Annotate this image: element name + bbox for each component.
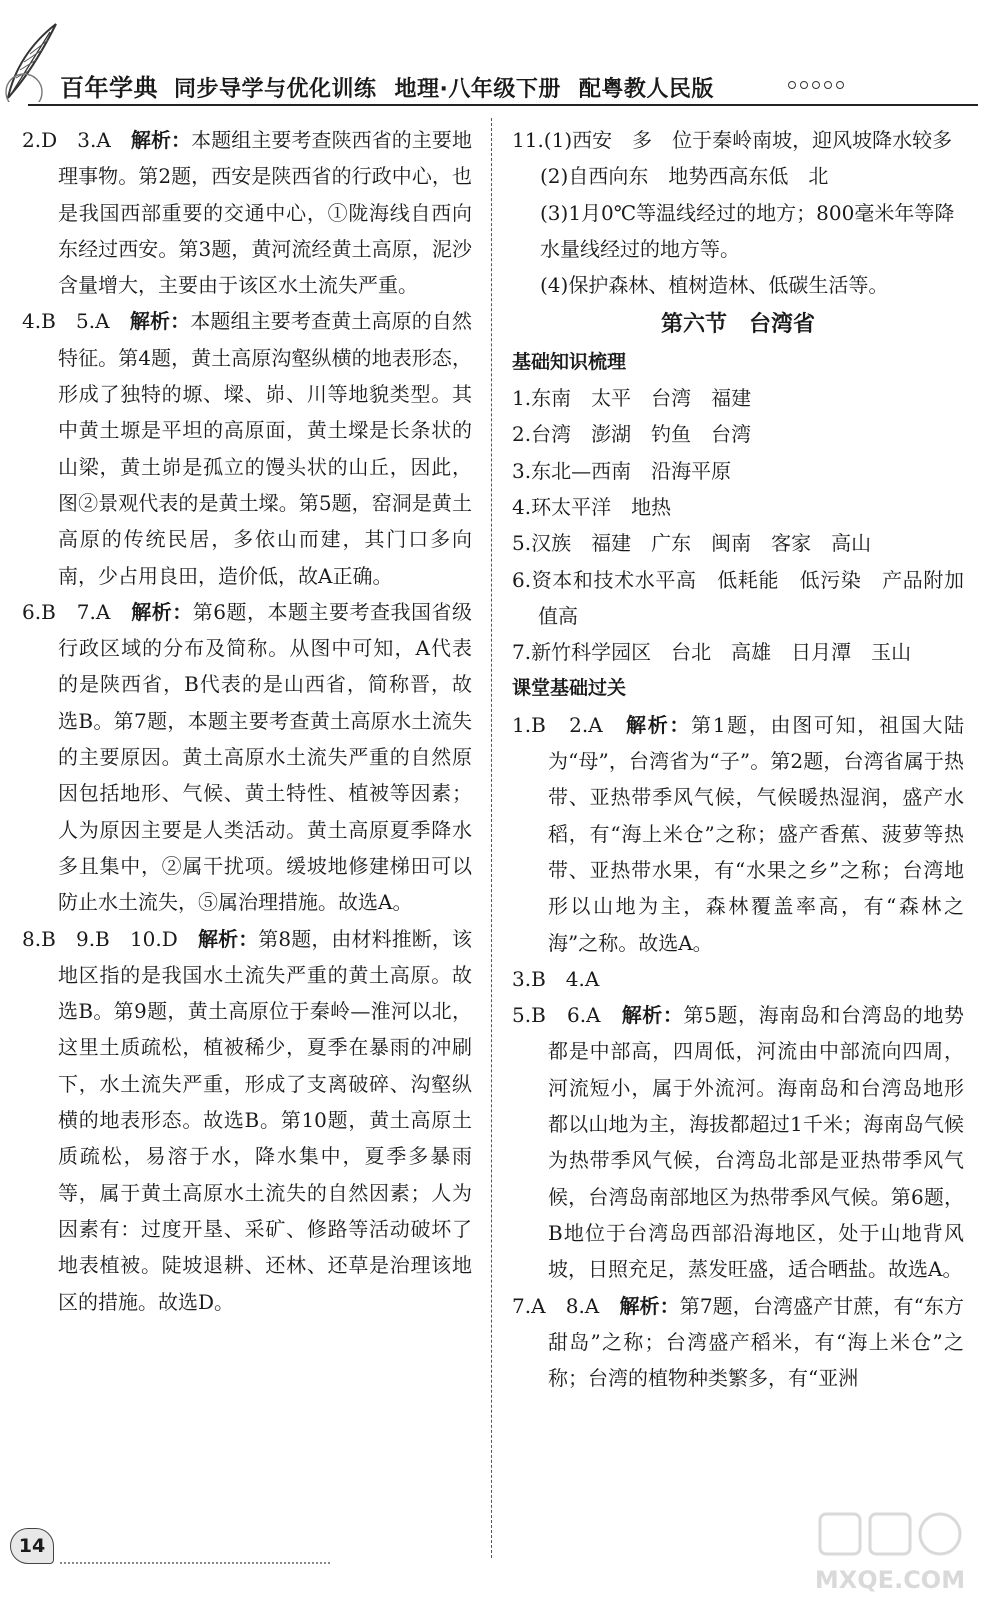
basics-line: 1.东南 太平 台湾 福建 <box>512 386 752 411</box>
column-divider <box>491 118 492 1558</box>
footer-divider <box>60 1562 330 1564</box>
answer-item: 3.B 4.A <box>512 966 600 991</box>
basics-line: 5.汉族 福建 广东 闽南 客家 高山 <box>512 531 872 556</box>
header-title <box>60 68 714 103</box>
answer-item: 4.B 5.A 解析：本题组主要考查黄土高原的自然特征。第4题，黄土高原沟壑纵横的地表形态，形成了独特的塬、墚、峁、川等地貌类型。其中黄土塬是平坦的高原面，黄土墚是长条状的山梁，黄土峁是孤立的馒头状的山丘，因此，图②景观代表的是黄土墚。第5题，窑洞是黄土高原的传统民居，多依山而建，其门口多向南，少占用良田，造价低，故A正确。 <box>22 309 472 588</box>
answer-item: 1.B 2.A 解析：第1题，由图可知，祖国大陆为“母”，台湾省为“子”。第2题，台湾省属于热带、亚热带季风气候，气候暖热湿润，盛产水稻，有“海上米仓”之称；盛产香蕉、菠萝等热带、亚热带水果，有“水果之乡”之称；台湾地形以山地为主，森林覆盖率高，有“森林之海”之称。故选A。 <box>512 712 964 955</box>
answer-item: 8.B 9.B 10.D 解析：第8题，由材料推断，该地区指的是我国水土流失严重的黄土高原。故选B。第9题，黄土高原位于秦岭—淮河以北，这里土质疏松，植被稀少，夏季在暴雨的冲刷下，水土流失严重，形成了支离破碎、沟壑纵横的地表形态。故选B。第10题，黄土高原土质疏松，易溶于水，降水集中，夏季多暴雨等，属于黄土高原水土流失的自然因素；人为因素有：过度开垦、采矿、修路等活动破坏了地表植被。陡坡退耕、还林、还草是治理该地区的措施。故选D。 <box>22 926 473 1314</box>
edition-name: 配粤教人民版 <box>578 77 714 102</box>
answer-item-11-3: (3)1月0℃等温线经过的地方；800毫米年等降水量线经过的地方等。 <box>540 200 955 261</box>
answer-item: 2.D 3.A 解析：本题组主要考查陕西省的主要地理事物。第2题，西安是陕西省的行政中心，也是我国西部重要的交通中心，①陇海线自西向东经过西安。第3题，黄河流经黄土高原，泥沙含量增大，主要由于该区水土流失严重。 <box>22 128 472 298</box>
watermark-logo <box>800 1508 980 1598</box>
feather-quill-icon <box>0 20 60 102</box>
answer-item-11: 11.(1)西安 多 位于秦岭南坡，迎风坡降水较多 <box>512 128 953 152</box>
basics-line: 2.台湾 澎湖 钓鱼 台湾 <box>512 422 752 447</box>
series-name: 同步导学与优化训练 <box>174 77 377 102</box>
left-column <box>22 122 472 1320</box>
section-title: 第六节 台湾省 <box>660 312 815 338</box>
basics-line: 3.东北—西南 沿海平原 <box>512 458 732 483</box>
right-column <box>512 122 964 1396</box>
answer-item-11-2: (2)自西向东 地势西高东低 北 <box>540 164 829 189</box>
watermark-text: MXQE.COM <box>814 1566 966 1594</box>
answer-item: 5.B 6.A 解析：第5题，海南岛和台湾岛的地势都是中部高，四周低，河流由中部流向四周，河流短小，属于外流河。海南岛和台湾岛地形都以山地为主，海拔都超过1千米；海南岛气候为热带季风气候，台湾岛北部是亚热带季风气候，台湾岛南部地区为热带季风气候。第6题，B地位于台湾岛西部沿海地区，处于山地背风坡，日照充足，蒸发旺盛，适合晒盐。故选A。 <box>512 1003 964 1282</box>
classroom-heading: 课堂基础过关 <box>512 677 627 700</box>
answer-item: 6.B 7.A 解析：第6题，本题主要考查我国省级行政区域的分布及简称。从图中可知，A代表的是陕西省，B代表的是山西省，简称晋，故选B。第7题，本题主要考查黄土高原水土流失的主要原因。黄土高原水土流失严重的自然原因包括地形、气候、黄土特性、植被等因素；人为原因主要是人类活动。黄土高原夏季降水多且集中，②属干扰项。缓坡地修建梯田可以防止水土流失，⑤属治理措施。故选A。 <box>22 599 472 915</box>
basics-line: 6.资本和技术水平高 低耗能 低污染 产品附加值高 <box>512 567 964 628</box>
answer-item: 7.A 8.A 解析：第7题，台湾盛产甘蔗，有“东方甜岛”之称；台湾盛产稻米，有“海上米仓”之称；台湾的植物种类繁多，有“亚洲 <box>512 1293 965 1391</box>
brand-name: 百年学典 <box>60 74 158 102</box>
basics-line: 7.新竹科学园区 台北 高雄 日月潭 玉山 <box>512 640 912 665</box>
header-divider <box>28 104 978 106</box>
page-number: 14 <box>10 1528 54 1564</box>
subject-name: 地理·八年级下册 <box>394 77 561 102</box>
basics-heading: 基础知识梳理 <box>512 350 627 373</box>
decorative-circles <box>788 81 844 89</box>
basics-line: 4.环太平洋 地热 <box>512 494 672 519</box>
answer-item-11-4: (4)保护森林、植树造林、低碳生活等。 <box>540 273 889 298</box>
page-header <box>0 0 996 108</box>
